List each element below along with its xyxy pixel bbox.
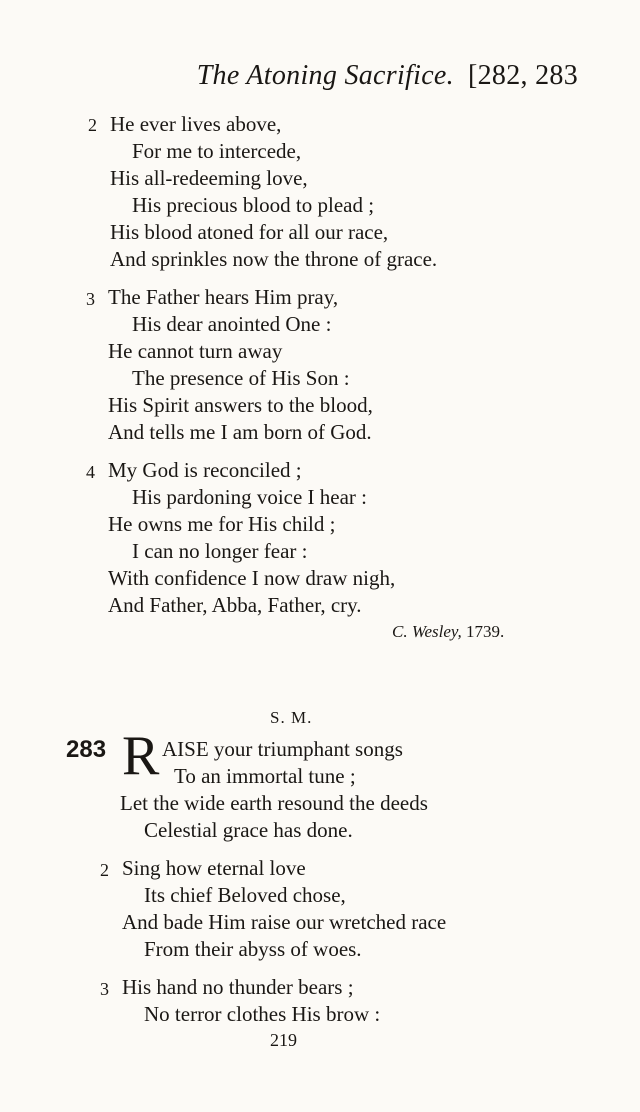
verse-line: His hand no thunder bears ; [122,975,354,999]
verse-line: And Father, Abba, Father, cry. [108,593,362,617]
verse-line: And sprinkles now the throne of grace. [110,247,438,271]
verse-line: And tells me I am born of God. [108,420,372,444]
year: 1739. [465,622,505,641]
verse-number: 2 [100,860,109,880]
verse-line: His all-redeeming love, [110,166,308,190]
verse-line: I can no longer fear : [132,539,308,563]
verse-line: He owns me for His child ; [108,512,336,536]
verse-line: His dear anointed One : [132,312,332,336]
verse-line: Its chief Beloved chose, [144,883,346,907]
author: C. Wesley, [392,622,462,641]
verse-number: 3 [86,289,95,309]
meter-label: S. M. [270,708,313,727]
drop-cap: R [122,725,160,787]
running-header [197,60,578,92]
verse-line: He ever lives above, [110,112,282,136]
verse-line: His pardoning voice I hear : [132,485,368,509]
verse-line: His blood atoned for all our race, [110,220,389,244]
verse-line: No terror clothes His brow : [144,1002,381,1026]
verse-line: Let the wide earth resound the deeds [120,791,428,815]
verse-number: 3 [100,979,109,999]
hymn-range: [282, 283 [467,60,578,91]
section-title: The Atoning Sacrifice. [196,60,454,91]
verse-number: 2 [88,115,97,135]
verse-line: For me to intercede, [132,139,302,163]
verse-line: To an immortal tune ; [174,764,356,788]
verse-line: Celestial grace has done. [144,818,353,842]
verse-line: His precious blood to plead ; [132,193,375,217]
page-number: 219 [270,1030,297,1050]
verse-line: He cannot turn away [108,339,283,363]
verse-line: The Father hears Him pray, [108,285,339,309]
verse-line: With confidence I now draw nigh, [108,566,396,590]
verse-number: 4 [86,462,95,482]
hymn-number: 283 [66,736,107,763]
verse-line: My God is reconciled ; [108,458,302,482]
verse-line: His Spirit answers to the blood, [108,393,373,417]
attribution [392,622,504,642]
verse-line: And bade Him raise our wretched race [122,910,447,934]
verse-line: The presence of His Son : [132,366,350,390]
verse-line: AISE your triumphant songs [162,737,403,761]
verse-line: Sing how eternal love [122,856,306,880]
verse-line: From their abyss of woes. [144,937,362,961]
